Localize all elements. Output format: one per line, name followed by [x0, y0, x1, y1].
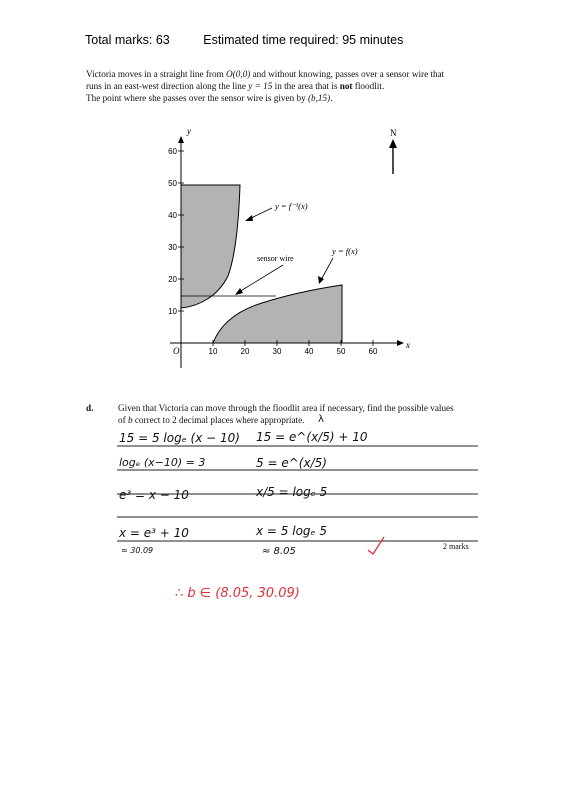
hw-left-line-5: ≈ 30.09: [121, 546, 154, 555]
inverse-function-label: y = f⁻¹(x): [275, 201, 308, 211]
north-label: N: [390, 128, 397, 138]
y-tick-label: 20: [168, 275, 177, 284]
hw-right-line-4: x = 5 logₑ 5: [256, 524, 327, 538]
x-tick-label: 10: [208, 347, 218, 356]
hw-left-line-3: e³ = x − 10: [119, 488, 189, 502]
y-tick-label: 10: [168, 307, 177, 316]
y-tick-label: 50: [168, 179, 177, 188]
y-axis-label: y: [187, 126, 191, 136]
y-tick-label: 60: [168, 147, 177, 156]
x-tick-label: 20: [240, 347, 250, 356]
hw-right-line-5: ≈ 8.05: [262, 546, 296, 557]
intro-text: in the area that is: [272, 81, 340, 91]
origin-label: O: [173, 346, 180, 356]
hw-left-line-1: 15 = 5 logₑ (x − 10): [119, 431, 240, 445]
y-tick-label: 30: [168, 243, 177, 252]
x-tick-label: 30: [272, 347, 282, 356]
red-check-mark: [368, 537, 384, 554]
intro-text: .: [330, 93, 333, 103]
bold-not: not: [339, 81, 353, 91]
x-tick-label: 60: [368, 347, 378, 356]
question-text: correct to 2 decimal places where appropriate.: [132, 414, 305, 425]
intro-text: floodlit.: [352, 81, 385, 91]
question-text: of: [118, 414, 128, 425]
question-d-label: d.: [86, 403, 94, 413]
estimated-time: Estimated time required: 95 minutes: [203, 33, 404, 47]
intro-text: runs in an east-west direction along the line: [86, 81, 249, 91]
intro-text: The point where she passes over the sensor wire is given by: [86, 93, 308, 103]
wire-equation: y = 15: [248, 81, 273, 91]
f-function-label: y = f(x): [332, 246, 358, 256]
total-marks: Total marks: 63: [85, 33, 170, 47]
hw-conclusion: ∴ b ∈ (8.05, 30.09): [175, 586, 300, 601]
intro-text: and without knowing, passes over a sensor wire that: [250, 69, 445, 79]
x-tick-label: 50: [336, 347, 346, 356]
x-tick-label: 40: [304, 347, 314, 356]
origin-point: O(0,0): [226, 69, 251, 79]
sensor-wire-label: sensor wire: [257, 254, 294, 263]
hw-right-line-2: 5 = e^(x/5): [256, 456, 327, 470]
variable-b: b: [127, 414, 133, 425]
question-d-line1: Given that Victoria can move through the floodlit area if necessary, find the possible values: [118, 403, 454, 413]
marks-label: 2 marks: [443, 542, 469, 551]
hw-left-line-2: logₑ (x−10) = 3: [119, 456, 206, 469]
y-tick-label: 40: [168, 211, 177, 220]
hw-left-line-4: x = e³ + 10: [119, 526, 189, 540]
hw-right-line-3: x/5 = logₑ 5: [256, 485, 328, 499]
wire-point: (b,15): [307, 93, 331, 103]
x-axis-label: x: [406, 340, 410, 350]
handwritten-scribble: λ: [318, 414, 324, 425]
intro-text: Victoria moves in a straight line from: [86, 69, 227, 79]
hw-right-line-1: 15 = e^(x/5) + 10: [256, 430, 368, 444]
